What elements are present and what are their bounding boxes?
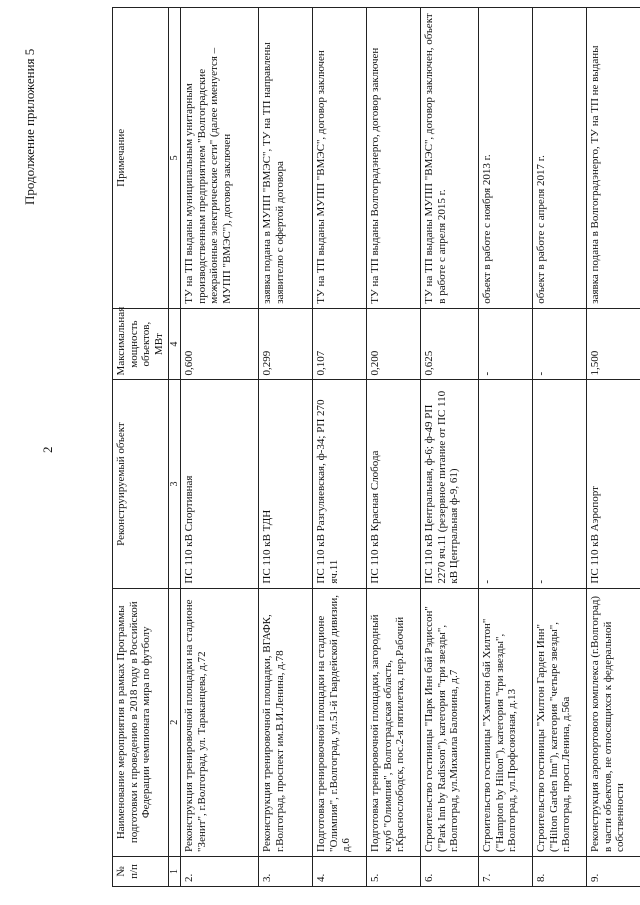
note: ТУ на ТП выданы МУПП "ВМЭС", договор заключен [313,8,367,309]
note: объект в работе с апреля 2017 г. [533,8,587,309]
column-number: 5 [168,8,181,309]
note: заявка подана в Волгоградэнерго, ТУ на ТП не выданы [587,8,640,309]
row-number: 5. [367,856,421,886]
event-name: Реконструкция тренировочной площадки, ВГАФК, г.Волгоград, проспект им.В.И.Ленина, д.78 [259,588,313,856]
event-name: Строительство гостиницы "Хэмптон бай Хилтон" ("Hampton by Hilton"), категория "три звезды", г.Волгоград, ул.Профсоюзная, д.13 [479,588,533,856]
header-object: Реконструируемый объект [113,380,169,588]
note: ТУ на ТП выданы Волгоградэнерго, договор заключен [367,8,421,309]
table-row [479,8,533,887]
object-name: ПС 110 кВ Красная Слобода [367,380,421,588]
column-number: 2 [168,588,181,856]
column-number: 1 [168,856,181,886]
row-number: 6. [421,856,479,886]
max-power: 1,500 [587,308,640,380]
object-name: - [479,380,533,588]
table-row [259,8,313,887]
header-event: Наименование мероприятия в рамках Программы подготовки к проведению в 2018 году в Российской Федерации чемпионата мира по футболу [113,588,169,856]
header-power: Максимальная мощность объектов, МВт [113,308,169,380]
column-number: 3 [168,380,181,588]
note: ТУ на ТП выданы муниципальным унитарным производственным предприятием "Волгоградские межрайонные электрические сети" (далее именуется – МУПП "ВМЭС"), договор заключен [181,8,259,309]
event-name: Реконструкция тренировочной площадки на стадионе "Зенит", г.Волгоград, ул. Тараканцева, д.72 [181,588,259,856]
max-power: 0,600 [181,308,259,380]
table-row [421,8,479,887]
continuation-label: Продолжение приложения 5 [22,48,37,205]
object-name: ПС 110 кВ Разгуляевская, ф-34; РП 270 яч.11 [313,380,367,588]
max-power: 0,107 [313,308,367,380]
max-power: 0,200 [367,308,421,380]
events-table [112,7,640,887]
column-number: 4 [168,308,181,380]
note: заявка подана в МУПП "ВМЭС", ТУ на ТП направлены заявителю с офертой договора [259,8,313,309]
header-number: № п/п [113,856,169,886]
header-note: Примечание [113,8,169,309]
max-power: 0,625 [421,308,479,380]
max-power: 0,299 [259,308,313,380]
table-header-row [113,8,169,887]
page-number: 2 [40,446,55,453]
column-numbers-row [168,8,181,887]
note: объект в работе с ноября 2013 г. [479,8,533,309]
table-row [533,8,587,887]
max-power: - [479,308,533,380]
object-name: ПС 110 кВ Центральная, ф-6; ф-49 РП 2270 яч.11 (резервное питание от ПС 110 кВ Центральная ф-9, 61) [421,380,479,588]
table-row [181,8,259,887]
row-number: 7. [479,856,533,886]
event-name: Реконструкция аэропортового комплекса (г.Волгоград) в части объектов, не относящихся к федеральной собственности [587,588,640,856]
table-row [313,8,367,887]
object-name: ПС 110 кВ Аэропорт [587,380,640,588]
row-number: 4. [313,856,367,886]
object-name: - [533,380,587,588]
event-name: Подготовка тренировочной площадки на стадионе "Олимпия", г.Волгоград, ул.51-й Гвардейской дивизии, д.6 [313,588,367,856]
row-number: 8. [533,856,587,886]
object-name: ПС 110 кВ Спортивная [181,380,259,588]
row-number: 3. [259,856,313,886]
event-name: Подготовка тренировочной площадки, загородный клуб "Олимпия", Волгоградская область, г.Краснослободск, пос.2-я пятилетка, пер.Рабочий [367,588,421,856]
event-name: Строительство гостиницы "Хилтон Гарден Инн" ("Hilton Garden Inn"), категория "четыре звезды", г.Волгоград, просп.Ленина, д.56а [533,588,587,856]
max-power: - [533,308,587,380]
table-row [367,8,421,887]
table-row [587,8,640,887]
note: ТУ на ТП выданы МУПП "ВМЭС", договор заключен, объект в работе с апреля 2015 г. [421,8,479,309]
row-number: 9. [587,856,640,886]
object-name: ПС 110 кВ ТДН [259,380,313,588]
row-number: 2. [181,856,259,886]
event-name: Строительство гостиницы "Парк Инн бай Рэдиссон" ("Park Inn by Radisson"), категория "три звезды", г.Волгоград, ул.Михаила Балонина, д.7 [421,588,479,856]
